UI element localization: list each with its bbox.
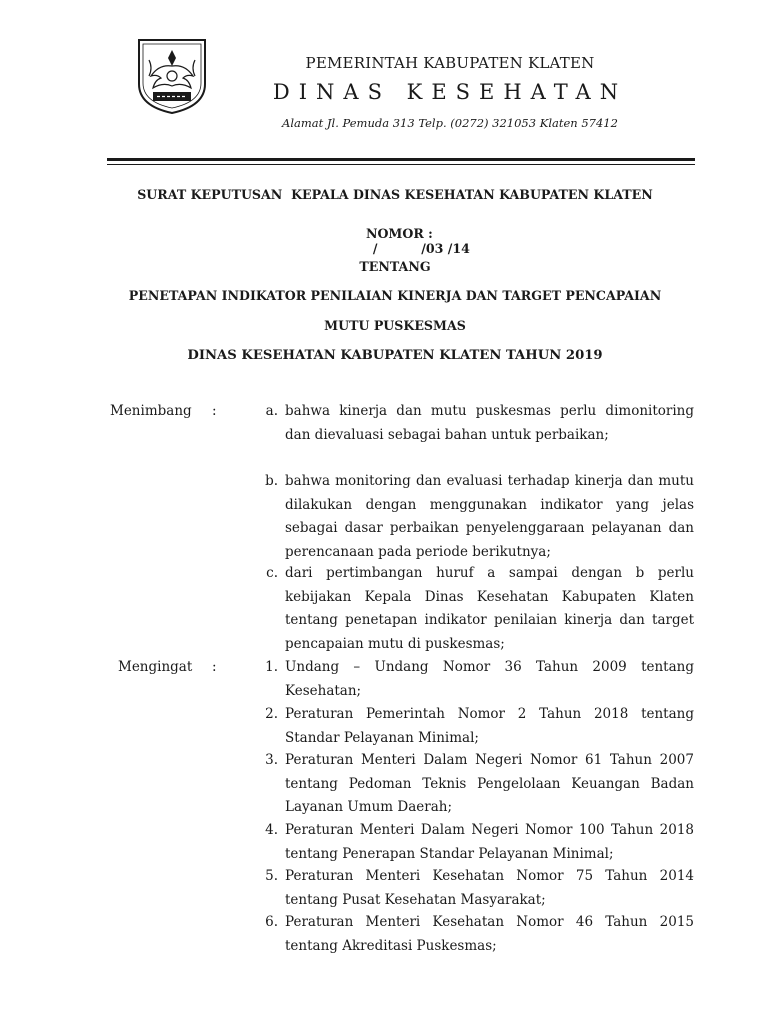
decree-number-value: / /03 /14 <box>372 241 470 256</box>
list-marker: a. <box>265 403 278 419</box>
menimbang-item-text: bahwa monitoring dan evaluasi terhadap kinerja dan mutu dilakukan dengan menggunakan indikator yang jelas sebagai dasar perbaikan penyelenggaraan pelayanan dan perencanaan pada periode berikutnya; <box>285 473 694 560</box>
mengingat-colon: : <box>212 659 217 675</box>
letterhead-divider-thick <box>107 158 695 161</box>
list-marker: 3. <box>265 752 278 768</box>
mengingat-label: Mengingat <box>118 659 193 675</box>
list-marker: c. <box>266 565 278 581</box>
menimbang-label: Menimbang <box>110 403 192 419</box>
mengingat-item-text: Peraturan Menteri Kesehatan Nomor 75 Tahun 2014 tentang Pusat Kesehatan Masyarakat; <box>285 868 694 908</box>
menimbang-item-text: bahwa kinerja dan mutu puskesmas perlu dimonitoring dan dievaluasi sebagai bahan untuk perbaikan; <box>285 403 694 443</box>
menimbang-colon: : <box>212 403 217 419</box>
decree-title: SURAT KEPUTUSAN KEPALA DINAS KESEHATAN KABUPATEN KLATEN <box>137 187 653 202</box>
government-name: PEMERINTAH KABUPATEN KLATEN <box>305 54 595 72</box>
about-heading: TENTANG <box>359 259 431 274</box>
list-marker: 6. <box>265 914 278 930</box>
mengingat-item-text: Peraturan Pemerintah Nomor 2 Tahun 2018 tentang Standar Pelayanan Minimal; <box>285 706 694 746</box>
list-marker: 1. <box>265 659 278 675</box>
decree-number <box>95 211 695 256</box>
klaten-regency-emblem-icon <box>135 36 209 116</box>
letterhead-divider-thin <box>107 164 695 165</box>
mengingat-item-text: Peraturan Menteri Dalam Negeri Nomor 100 Tahun 2018 tentang Penerapan Standar Pelayanan Minimal; <box>285 822 694 862</box>
list-marker: 4. <box>265 822 278 838</box>
list-marker: 5. <box>265 868 278 884</box>
department-name: DINAS KESEHATAN <box>272 80 628 104</box>
subject-line-3: DINAS KESEHATAN KABUPATEN KLATEN TAHUN 2019 <box>187 348 603 363</box>
subject-line-1: PENETAPAN INDIKATOR PENILAIAN KINERJA DAN TARGET PENCAPAIAN <box>128 288 662 303</box>
office-address: Alamat Jl. Pemuda 313 Telp. (0272) 321053 Klaten 57412 <box>282 116 618 130</box>
subject-line-2: MUTU PUSKESMAS <box>324 318 466 333</box>
list-marker: b. <box>265 473 278 489</box>
mengingat-item-text: Peraturan Menteri Dalam Negeri Nomor 61 Tahun 2007 tentang Pedoman Teknis Pengelolaan Keuangan Badan Layanan Umum Daerah; <box>285 752 694 815</box>
mengingat-item-text: Undang – Undang Nomor 36 Tahun 2009 tentang Kesehatan; <box>285 659 694 699</box>
mengingat-item-text: Peraturan Menteri Kesehatan Nomor 46 Tahun 2015 tentang Akreditasi Puskesmas; <box>285 914 694 954</box>
decree-number-label: NOMOR : <box>365 226 433 241</box>
menimbang-item-text: dari pertimbangan huruf a sampai dengan b perlu kebijakan Kepala Dinas Kesehatan Kabupaten Klaten tentang penetapan indikator penilaian kinerja dan target pencapaian mutu di puskesmas; <box>285 565 694 652</box>
list-marker: 2. <box>265 706 278 722</box>
